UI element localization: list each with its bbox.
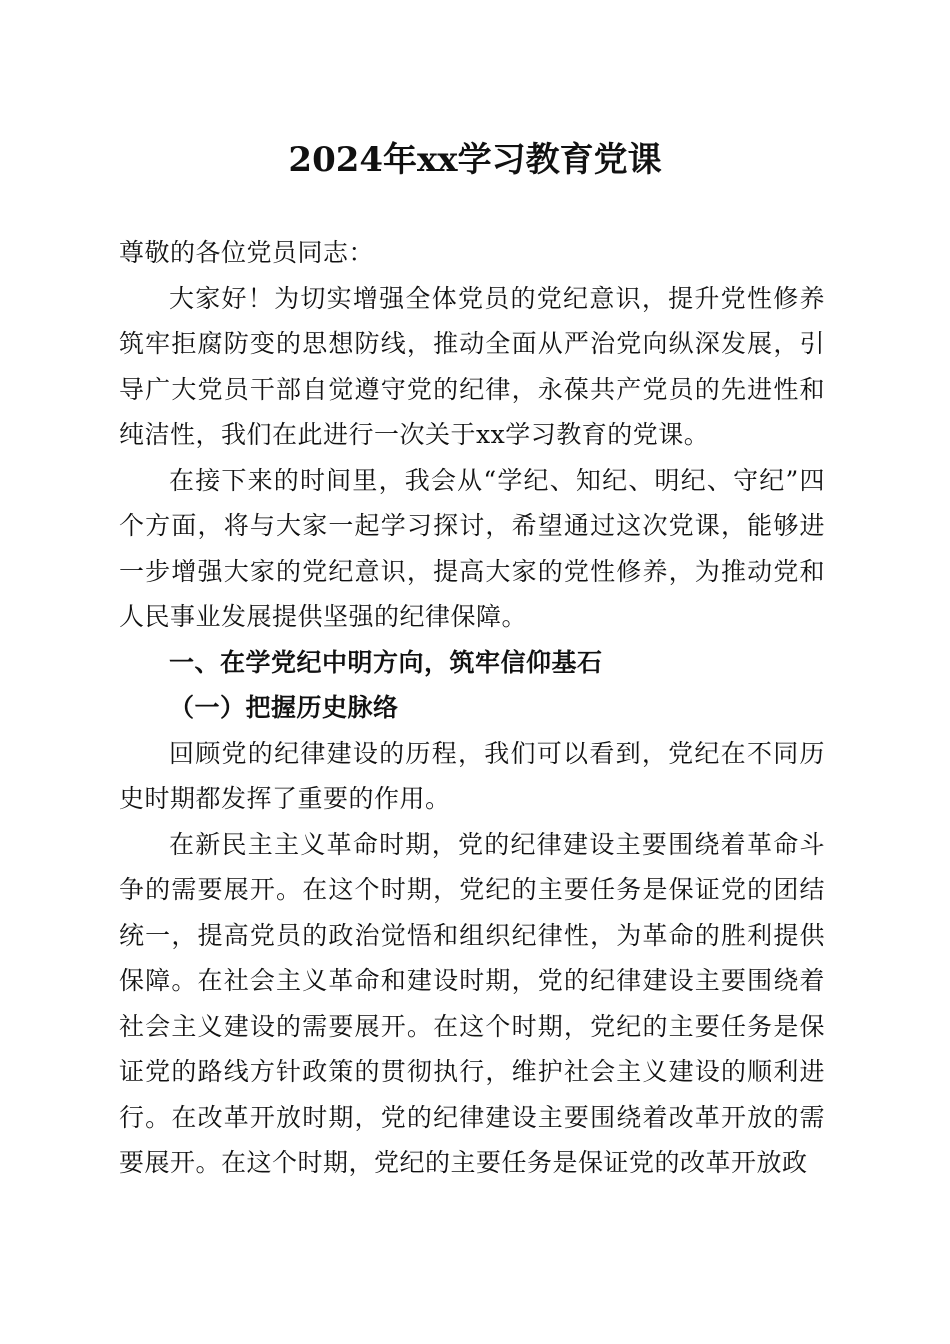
paragraph-history: 在新民主主义革命时期，党的纪律建设主要围绕着革命斗争的需要展开。在这个时期，党纪的主要任务是保证党的团结统一，提高党员的政治觉悟和组织纪律性，为革命的胜利提供保障。在社会主义革命和建设时期，党的纪律建设主要围绕着社会主义建设的需要展开。在这个时期，党纪的主要任务是保证党的路线方针政策的贯彻执行，维护社会主义建设的顺利进行。在改革开放时期，党的纪律建设主要围绕着改革开放的需要展开。在这个时期，党纪的主要任务是保证党的改革开放政 xyxy=(119,829,825,1177)
salutation: 尊敬的各位党员同志： xyxy=(119,238,375,267)
section-heading: 一、在学党纪中明方向，筑牢信仰基石 xyxy=(169,647,603,677)
paragraph-review: 回顾党的纪律建设的历程，我们可以看到，党纪在不同历史时期都发挥了重要的作用。 xyxy=(119,738,825,813)
document-body xyxy=(119,230,825,1186)
subsection-heading: （一）把握历史脉络 xyxy=(169,693,399,722)
paragraph-outline: 在接下来的时间里，我会从“学纪、知纪、明纪、守纪”四个方面，将与大家一起学习探讨，希望通过这次党课，能够进一步增强大家的党纪意识，提高大家的党性修养，为推动党和人民事业发展提供坚强的纪律保障。 xyxy=(119,465,825,631)
paragraph-intro: 大家好！为切实增强全体党员的党纪意识，提升党性修养筑牢拒腐防变的思想防线，推动全面从严治党向纵深发展，引导广大党员干部自觉遵守党的纪律，永葆共产党员的先进性和纯洁性，我们在此进行一次关于xx学习教育的党课。 xyxy=(119,283,825,449)
document-title: 2024年xx学习教育党课 xyxy=(288,140,662,180)
